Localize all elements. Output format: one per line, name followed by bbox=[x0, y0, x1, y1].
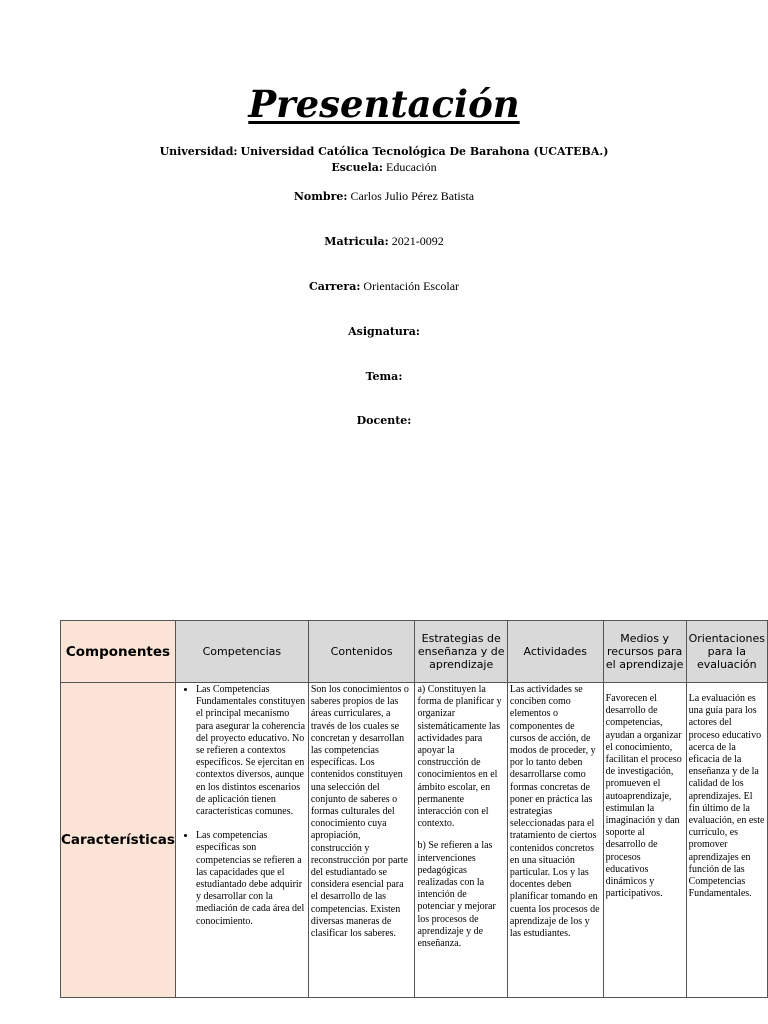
info-universidad bbox=[0, 144, 768, 159]
header-componentes: Componentes bbox=[61, 621, 176, 683]
table-row bbox=[61, 683, 768, 998]
info-matricula bbox=[0, 234, 768, 249]
escuela-label: Escuela: bbox=[331, 161, 383, 174]
universidad-value: Universidad Católica Tecnológica De Barahona (UCATEBA.) bbox=[240, 145, 609, 158]
carrera-value: Orientación Escolar bbox=[363, 279, 460, 293]
orientaciones-text: La evaluación es una guía para los actores del proceso educativo acerca de la eficacia de la enseñanza y de la calidad de los aprendizajes. El fin último de la evaluación, en este currículo, es promover aprendizajes en función de las Competencias Fundamentales. bbox=[688, 693, 765, 900]
page-title: Presentación bbox=[248, 82, 520, 126]
competencias-item: • Las competencias específicas son competencias se refieren a las capacidades que el estudiantado debe adquirir y desarrollar con la mediación de cada área del conocimiento. bbox=[196, 830, 306, 928]
info-nombre bbox=[0, 189, 768, 204]
cell-contenidos bbox=[308, 683, 415, 998]
nombre-value: Carlos Julio Pérez Batista bbox=[350, 189, 475, 203]
tema-label: Tema: bbox=[365, 370, 403, 383]
header-medios: Medios y recursos para el aprendizaje bbox=[603, 621, 686, 683]
carrera-label: Carrera: bbox=[308, 280, 361, 293]
info-escuela bbox=[0, 160, 768, 175]
estrategias-item: b) Se refieren a las intervenciones pedagógicas realizadas con la intención de potenciar y mejorar los procesos de aprendizaje y de enseñanza. bbox=[417, 840, 496, 950]
cell-competencias bbox=[175, 683, 308, 998]
table-header-row bbox=[61, 621, 768, 683]
header-contenidos: Contenidos bbox=[308, 621, 415, 683]
actividades-text: Las actividades se conciben como elementos o componentes de cursos de acción, de modos de proceder, y por lo tanto deben desarrollarse como formas concretas de poner en práctica las estrategias seleccionadas para el tratamiento de ciertos contenidos concretos en una situación particular. Los y las docentes deben planificar tomando en cuenta los procesos de aprendizaje de los y las estudiantes. bbox=[509, 684, 600, 940]
info-carrera bbox=[0, 279, 768, 294]
info-docente bbox=[0, 413, 768, 428]
header-actividades: Actividades bbox=[507, 621, 603, 683]
matricula-label: Matricula: bbox=[324, 235, 389, 248]
info-tema bbox=[0, 369, 768, 384]
info-asignatura bbox=[0, 324, 768, 339]
cell-medios bbox=[603, 683, 686, 998]
header-competencias: Competencias bbox=[175, 621, 308, 683]
competencias-item: • Las Competencias Fundamentales constituyen el principal mecanismo para asegurar la coherencia del proyecto educativo. No se refieren a contextos específicos. Se ejercitan en contextos diversos, aunque en los distintos escenarios de aplicación tienen características comunes. bbox=[196, 684, 306, 818]
universidad-label: Universidad: bbox=[159, 145, 238, 158]
contenidos-text: Son los conocimientos o saberes propios de las áreas curriculares, a través de los cuales se concretan y desarrollan las competencias específicas. Los contenidos constituyen una selección del conjunto de saberes o formas culturales del conocimiento cuya apropiación, construcción y reconstrucción por parte del estudiantado se considera esencial para el desarrollo de las competencias. Existen diversas maneras de clasificar los saberes. bbox=[310, 684, 409, 940]
cell-orientaciones bbox=[686, 683, 767, 998]
escuela-value: Educación bbox=[385, 160, 437, 174]
row-label-caracteristicas: Características bbox=[61, 683, 176, 998]
medios-text: Favorecen el desarrollo de competencias, ayudan a organizar el conocimiento, facilitan el proceso de investigación, promueven el autoaprendizaje, estimulan la imaginación y dan soporte al desarrollo de procesos educativos dinámicos y participativos. bbox=[605, 693, 682, 900]
estrategias-item: a) Constituyen la forma de planificar y organizar sistemáticamente las actividades para apoyar la construcción de conocimientos en el ámbito escolar, en permanente interacción con el contexto. bbox=[417, 684, 502, 830]
header-estrategias: Estrategias de enseñanza y de aprendizaje bbox=[415, 621, 507, 683]
docente-label: Docente: bbox=[356, 414, 412, 427]
matricula-value: 2021-0092 bbox=[391, 234, 444, 248]
asignatura-label: Asignatura: bbox=[348, 325, 420, 338]
cell-estrategias bbox=[415, 683, 507, 998]
cell-actividades bbox=[507, 683, 603, 998]
header-orientaciones: Orientaciones para la evaluación bbox=[686, 621, 767, 683]
nombre-label: Nombre: bbox=[293, 190, 348, 203]
components-table bbox=[60, 620, 768, 998]
